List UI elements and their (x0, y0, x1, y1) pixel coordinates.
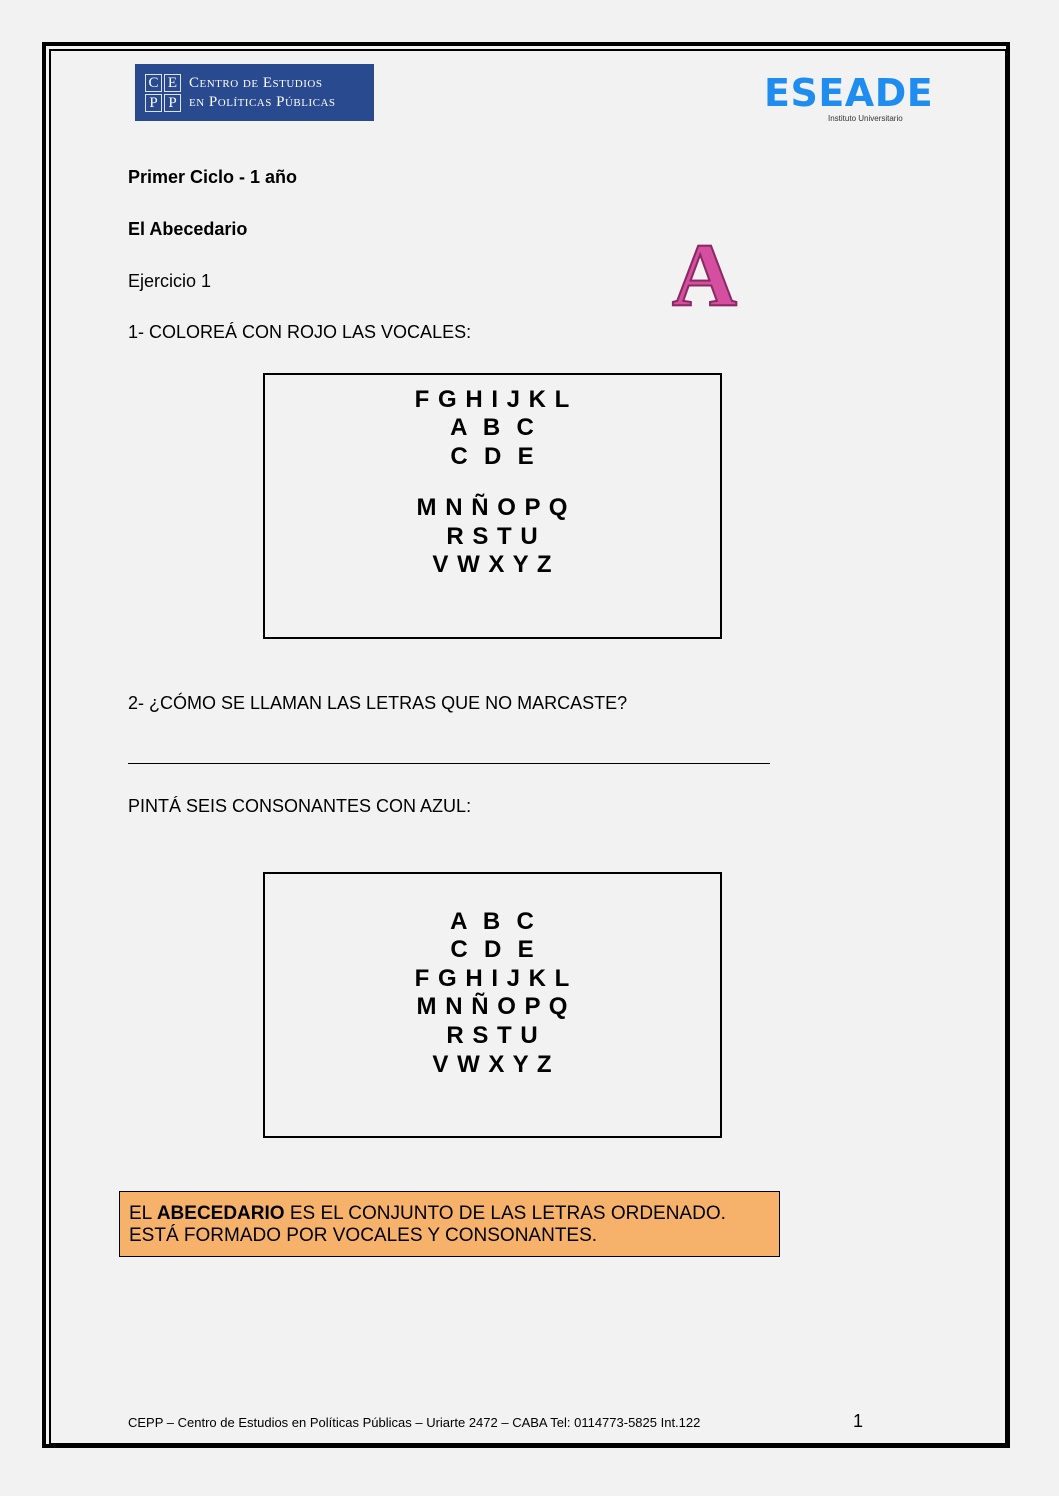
answer-line[interactable] (128, 763, 770, 764)
cycle-heading: Primer Ciclo - 1 año (128, 167, 298, 187)
exercise3-instruction: PINTÁ SEIS CONSONANTES CON AZUL: (128, 796, 472, 816)
eseade-logo (764, 71, 934, 123)
definition-keyword: ABECEDARIO (156, 1203, 285, 1224)
letter-row: R S T U (446, 1022, 539, 1049)
cepp-logo-line1: Centro de Estudios (189, 74, 323, 91)
letter-row: M N Ñ O P Q (416, 494, 569, 521)
definition-box (119, 1191, 780, 1257)
cepp-grid-letter: P (145, 94, 162, 112)
cepp-grid-letter: E (164, 74, 181, 92)
eseade-logo-name: ESEADE (764, 71, 934, 115)
letter-row: C D E (450, 936, 535, 963)
letter-row: C D E (450, 443, 535, 470)
decorative-letter-a: A (672, 226, 737, 325)
definition-line1-rest: ES EL CONJUNTO DE LAS LETRAS ORDENADO. (284, 1203, 726, 1224)
cepp-grid-letter: C (145, 74, 162, 92)
exercise1-letter-box (263, 373, 722, 639)
cepp-logo-text (189, 74, 336, 112)
letter-row: A B C (450, 908, 535, 935)
eseade-logo-subtitle: Instituto Universitario (828, 114, 903, 123)
letter-row: F G H I J K L (414, 965, 571, 992)
letter-row: V W X Y Z (432, 551, 553, 578)
cepp-logo-grid (145, 74, 181, 112)
definition-line1 (129, 1203, 779, 1225)
page-number: 1 (853, 1411, 864, 1431)
letter-row: A B C (450, 414, 535, 441)
letter-row: V W X Y Z (432, 1051, 553, 1078)
cepp-grid-letter: P (164, 94, 181, 112)
exercise1-instruction: 1- COLOREÁ CON ROJO LAS VOCALES: (128, 322, 472, 342)
exercise2-question: 2- ¿CÓMO SE LLAMAN LAS LETRAS QUE NO MARCASTE? (128, 693, 628, 713)
footer-text: CEPP – Centro de Estudios en Políticas Públicas – Uriarte 2472 – CABA Tel: 0114773-5825 Int.122 (128, 1415, 701, 1430)
exercise-label: Ejercicio 1 (128, 271, 212, 291)
letter-row: R S T U (446, 523, 539, 550)
topic-heading: El Abecedario (128, 219, 248, 239)
definition-prefix: EL (129, 1203, 157, 1224)
definition-line2: ESTÁ FORMADO POR VOCALES Y CONSONANTES. (129, 1225, 598, 1246)
letter-row: M N Ñ O P Q (416, 993, 569, 1020)
cepp-logo-line2: en Políticas Públicas (189, 93, 336, 110)
cepp-logo (135, 64, 374, 121)
letter-row: F G H I J K L (414, 386, 571, 413)
exercise3-letter-box (263, 872, 722, 1138)
